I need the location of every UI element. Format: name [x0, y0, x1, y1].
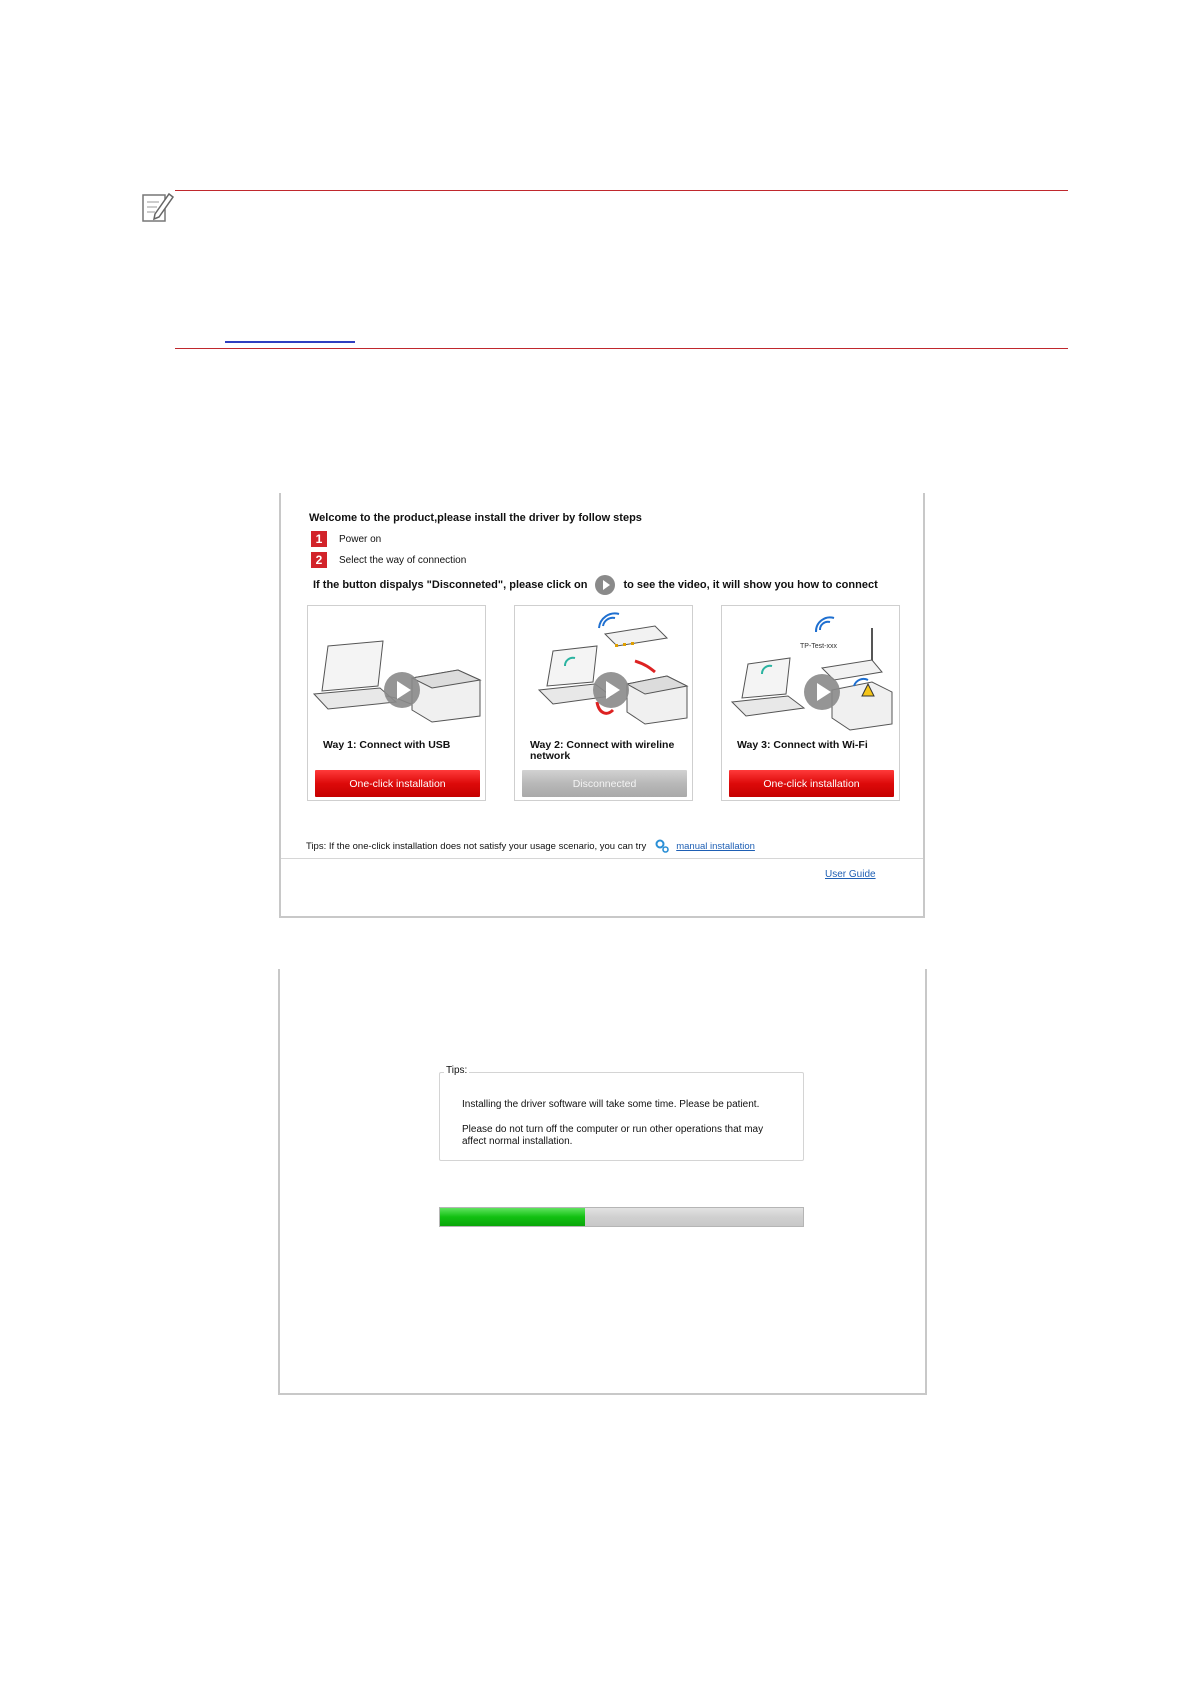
- install-progress-bar: [439, 1207, 804, 1227]
- one-click-install-usb-button[interactable]: One-click installation: [315, 770, 480, 797]
- footer-separator: [281, 858, 923, 859]
- step-number: 1: [311, 531, 327, 547]
- hint-text-after: to see the video, it will show you how to connect: [623, 579, 878, 591]
- disconnected-wireline-button[interactable]: Disconnected: [522, 770, 687, 797]
- progress-fill: [440, 1208, 585, 1226]
- play-icon: [595, 575, 615, 595]
- way-card-wifi: [721, 605, 900, 801]
- tip-patience: Installing the driver software will take some time. Please be patient.: [462, 1099, 760, 1110]
- step-label: Power on: [339, 533, 382, 545]
- note-pencil-icon: [141, 190, 175, 224]
- usb-illustration: [308, 606, 485, 736]
- installer-window: [279, 493, 925, 918]
- note-bottom-rule: [175, 348, 1068, 349]
- way-card-wireline: [514, 605, 693, 801]
- way-title: Way 3: Connect with Wi-Fi: [737, 739, 868, 751]
- hint-text-before: If the button dispalys "Disconneted", please click on: [313, 579, 588, 591]
- step-number: 2: [311, 552, 327, 568]
- way-title: Way 2: Connect with wireline network: [530, 739, 675, 762]
- wifi-illustration: [722, 606, 899, 736]
- tips-text: Tips: If the one-click installation does not satisfy your usage scenario, you can try: [306, 840, 647, 852]
- one-click-install-wifi-button[interactable]: One-click installation: [729, 770, 894, 797]
- step-select-connection: [311, 552, 466, 568]
- gear-icon: [654, 838, 670, 854]
- way-title: Way 1: Connect with USB: [323, 739, 451, 751]
- tip-do-not-turn-off: Please do not turn off the computer or run other operations that may affect normal installation.: [462, 1124, 764, 1147]
- user-guide-link[interactable]: User Guide: [825, 869, 876, 880]
- tips-groupbox: [439, 1065, 804, 1161]
- manual-installation-link[interactable]: manual installation: [676, 840, 755, 852]
- step-power-on: [311, 531, 381, 547]
- way-card-usb: [307, 605, 486, 801]
- tips-legend: Tips:: [446, 1065, 468, 1076]
- install-progress-window: [278, 969, 927, 1395]
- manual-install-tip: [306, 838, 755, 854]
- wireline-illustration: [515, 606, 692, 736]
- wifi-ssid-label: TP-Test-xxx: [800, 643, 837, 650]
- video-hint: [313, 575, 878, 595]
- welcome-heading: Welcome to the product,please install the driver by follow steps: [309, 512, 642, 524]
- note-link[interactable]: [225, 327, 355, 343]
- step-label: Select the way of connection: [339, 554, 467, 566]
- note-top-rule: [175, 190, 1068, 191]
